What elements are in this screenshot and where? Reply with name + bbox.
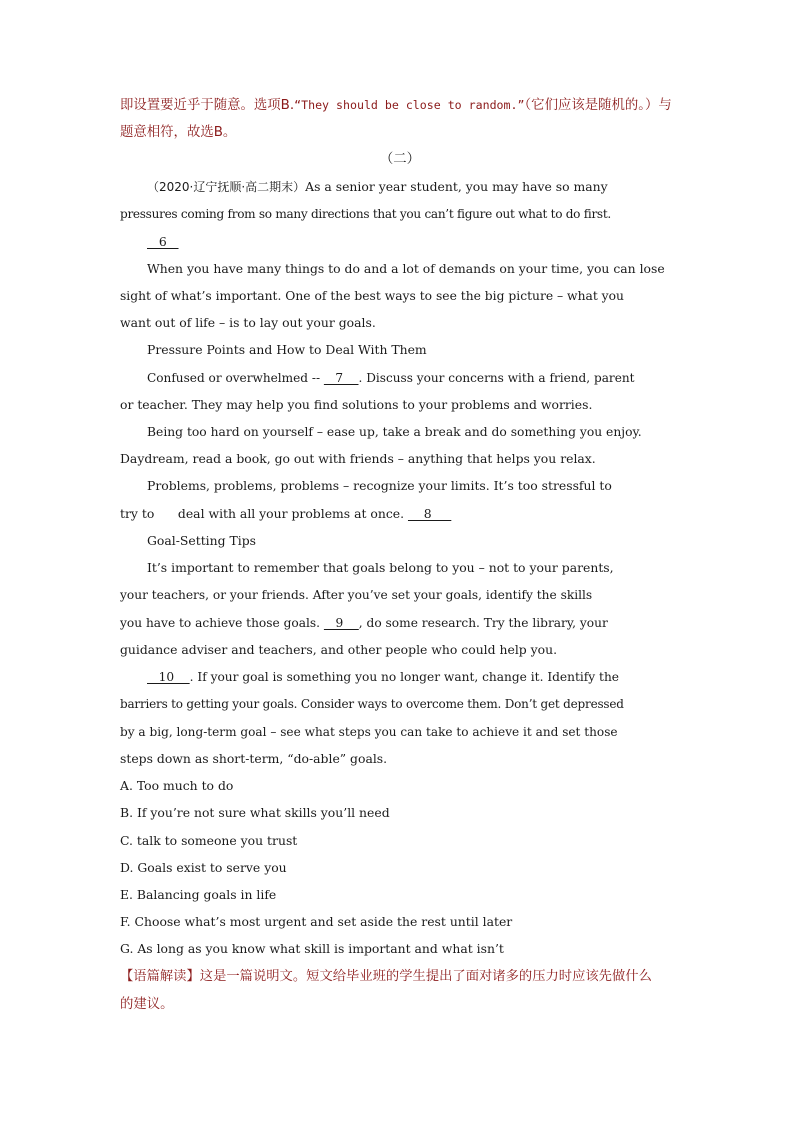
p1-line-2: sight of what’s important. One of the best ways to see the big picture – what you [120,289,624,303]
answer-tail-line-2: 题意相符，故选B。 [120,125,237,140]
p2-line-1: Confused or overwhelmed -- 7 . Discuss your concerns with a friend, parent [147,371,635,385]
answer-tail-line-1: 即设置要近乎于随意。选项B.“They should be close to random.”（它们应该是随机的。）与 [120,98,672,113]
p1-line-3: want out of life – is to lay out your goals. [120,315,376,330]
section-title: （二） [379,152,421,167]
blank-7: 7 [323,371,359,385]
heading-pressure-points: Pressure Points and How to Deal With Them [147,342,427,357]
p5-line-3: you have to achieve those goals. 9 , do some research. Try the library, your [120,616,608,630]
blank-10: 10 [147,670,190,684]
p5-line-2: your teachers, or your friends. After you’ve set your goals, identify the skills [120,588,593,602]
p1-line-1: When you have many things to do and a lot of demands on your time, you can lose [147,261,665,276]
option-f: F. Choose what’s most urgent and set aside the rest until later [120,914,513,929]
option-a: A. Too much to do [120,778,234,793]
p6-line-3: by a big, long-term goal – see what steps you can take to achieve it and set those [120,725,618,739]
option-d: D. Goals exist to serve you [120,860,287,875]
p5-line-1: It’s important to remember that goals belong to you – not to your parents, [147,560,614,575]
p6-line-2: barriers to getting your goals. Consider ways to overcome them. Don’t get depressed [120,697,624,711]
intro-line-1: （2020·辽宁抚顺·高二期末）As a senior year student, you may have so many [147,179,608,194]
p4-line-1: Problems, problems, problems – recognize your limits. It’s too stressful to [147,478,612,493]
p3-line-1: Being too hard on yourself – ease up, take a break and do something you enjoy. [147,425,642,439]
p6-line-1: 10 . If your goal is something you no longer want, change it. Identify the [147,670,620,684]
blank-9: 9 [323,616,359,630]
heading-goal-setting-tips: Goal-Setting Tips [147,533,257,548]
p3-line-2: Daydream, read a book, go out with friends – anything that helps you relax. [120,451,596,466]
p2-line-2: or teacher. They may help you find solutions to your problems and worries. [120,397,593,412]
analysis-label: 【语篇解读】 [120,969,200,984]
p6-line-4: steps down as short-term, “do-able” goals. [120,751,388,766]
p4-line-2: try to deal with all your problems at once. 8 [120,506,452,521]
blank-6: 6 [147,234,179,249]
p5-line-4: guidance adviser and teachers, and other people who could help you. [120,642,558,657]
analysis-line-1: 【语篇解读】这是一篇说明文。短文给毕业班的学生提出了面对诸多的压力时应该先做什么 [120,969,652,984]
blank-8: 8 [407,506,452,521]
option-b: B. If you’re not sure what skills you’ll need [120,805,390,820]
intro-line-2: pressures coming from so many directions that you can’t figure out what to do first. [120,207,611,221]
option-g: G. As long as you know what skill is important and what isn’t [120,941,504,956]
option-e: E. Balancing goals in life [120,887,277,902]
analysis-line-2: 的建议。 [120,997,174,1012]
option-c: C. talk to someone you trust [120,833,298,848]
